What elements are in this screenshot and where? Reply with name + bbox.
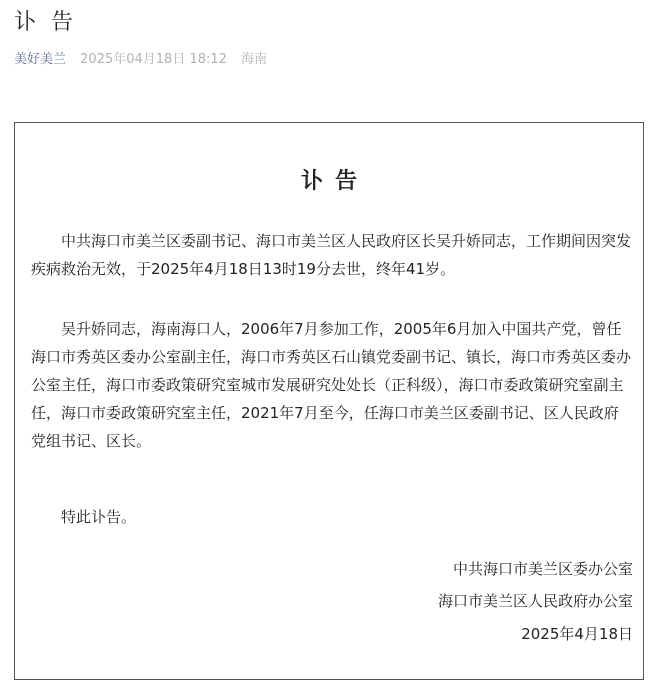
signatory-party-office: 中共海口市美兰区委办公室 <box>452 560 633 578</box>
article-meta <box>14 50 267 70</box>
signatory-government-office: 海口市美兰区人民政府办公室 <box>437 592 633 610</box>
article-title: 讣 告 <box>14 10 77 35</box>
notice-image <box>14 122 644 680</box>
notice-paragraph-death: 中共海口市美兰区委副书记、海口市美兰区人民政府区长吴升娇同志，工作期间因突发疾病救治无效，于2025年4月18日13时19分去世，终年41岁。 <box>31 232 632 278</box>
author-link[interactable]: 美好美兰 <box>14 52 67 67</box>
publish-datetime: 2025年04月18日 18:12 <box>80 52 227 67</box>
notice-paragraph-biography: 吴升娇同志，海南海口人，2006年7月参加工作，2005年6月加入中国共产党，曾任海口市秀英区委办公室副主任，海口市秀英区石山镇党委副书记、镇长，海口市秀英区委办公室主任，海口市委政策研究室城市发展研究处处长（正科级），海口市委政策研究室副主任，海口市委政策研究室主任，2021年7月至今，任海口市美兰区委副书记、区人民政府党组书记、区长。 <box>31 320 632 450</box>
notice-paragraph-closing: 特此讣告。 <box>61 508 137 526</box>
notice-heading: 讣告 <box>300 169 369 194</box>
publish-region: 海南 <box>241 52 268 67</box>
notice-date: 2025年4月18日 <box>521 625 633 643</box>
